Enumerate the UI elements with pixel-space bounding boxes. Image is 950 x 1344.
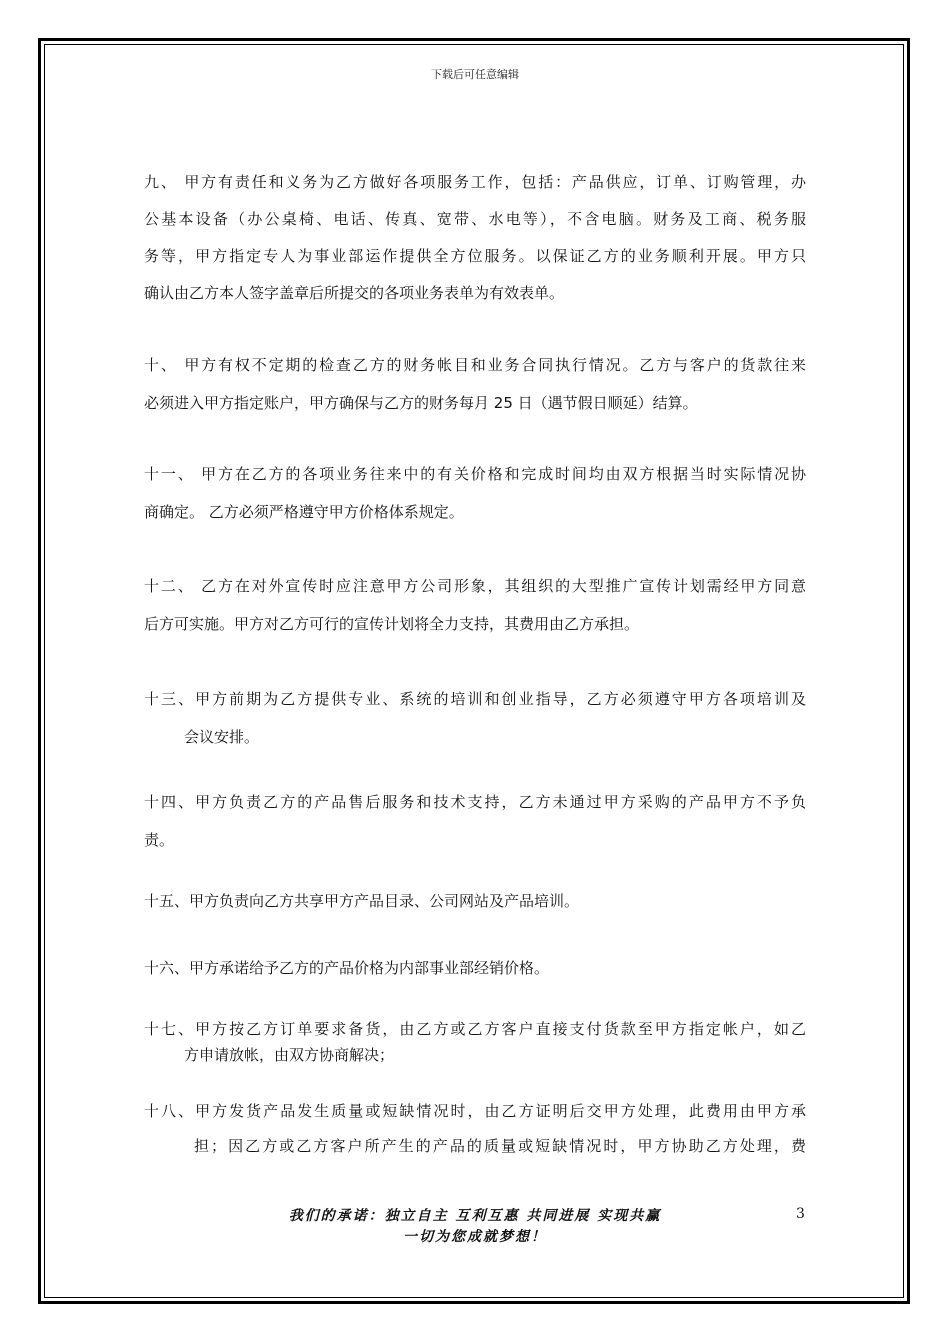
clause-10 [144, 346, 806, 422]
clause-15 [144, 888, 806, 914]
clause-line: 公基本设备（办公桌椅、电话、传真、宽带、水电等），不含电脑。财务及工商、税务服 [144, 210, 806, 228]
clause-line: 十七、甲方按乙方订单要求备货，由乙方或乙方客户直接支付货款至甲方指定帐户，如乙 [144, 1020, 806, 1038]
footer-motto [0, 1206, 950, 1248]
clause-line: 十五、甲方负责向乙方共享甲方产品目录、公司网站及产品培训。 [144, 892, 580, 910]
clause-line: 十三、甲方前期为乙方提供专业、系统的培训和创业指导，乙方必须遵守甲方各项培训及 [144, 690, 806, 708]
clause-line: 十二、 乙方在对外宣传时应注意甲方公司形象，其组织的大型推广宣传计划需经甲方同意 [144, 577, 806, 595]
clause-line: 十八、甲方发货产品发生质量或短缺情况时，由乙方证明后交甲方处理，此费用由甲方承 [144, 1102, 806, 1120]
clause-17 [144, 1016, 806, 1068]
clause-16 [144, 955, 806, 981]
clause-12 [144, 567, 806, 643]
clause-line: 务等，甲方指定专人为事业部运作提供全方位服务。以保证乙方的业务顺利开展。甲方只 [144, 247, 806, 265]
clause-line: 十、 甲方有权不定期的检查乙方的财务帐目和业务合同执行情况。乙方与客户的货款往来 [144, 356, 806, 374]
clause-9 [144, 164, 806, 312]
clause-line: 担；因乙方或乙方客户所产生的产品的质量或短缺情况时，甲方协助乙方处理，费 [194, 1137, 806, 1155]
clause-line: 十四、甲方负责乙方的产品售后服务和技术支持，乙方未通过甲方采购的产品甲方不予负 [144, 793, 806, 811]
clause-line: 责。 [144, 831, 175, 849]
clause-line: 十一、 甲方在乙方的各项业务往来中的有关价格和完成时间均由双方根据当时实际情况协 [144, 465, 806, 483]
clause-line: 会议安排。 [184, 728, 260, 746]
clause-line: 后方可实施。甲方对乙方可行的宣传计划将全力支持，其费用由乙方承担。 [144, 615, 640, 633]
clause-line: 必须进入甲方指定账户，甲方确保与乙方的财务每月 25 日（遇节假日顺延）结算。 [144, 394, 698, 412]
clause-18 [144, 1094, 806, 1164]
footer-motto-line-1: 我们的承诺：独立自主 互利互惠 共同进展 实现共赢 [288, 1208, 662, 1224]
clause-11 [144, 455, 806, 531]
header-note: 下载后可任意编辑 [431, 68, 519, 81]
clause-line: 十六、甲方承诺给予乙方的产品价格为内部事业部经销价格。 [144, 959, 550, 977]
clause-line: 九、 甲方有责任和义务为乙方做好各项服务工作，包括：产品供应，订单、订购管理，办 [144, 173, 806, 191]
clause-13 [144, 680, 806, 756]
footer-motto-line-2: 一切为您成就梦想！ [403, 1229, 547, 1245]
clause-line: 商确定。 乙方必须严格遵守甲方价格体系规定。 [144, 503, 464, 521]
clause-line: 方申请放帐，由双方协商解决； [184, 1046, 395, 1064]
clause-line: 确认由乙方本人签字盖章后所提交的各项业务表单为有效表单。 [144, 284, 565, 302]
clause-14 [144, 783, 806, 859]
page-number: 3 [796, 1206, 805, 1222]
